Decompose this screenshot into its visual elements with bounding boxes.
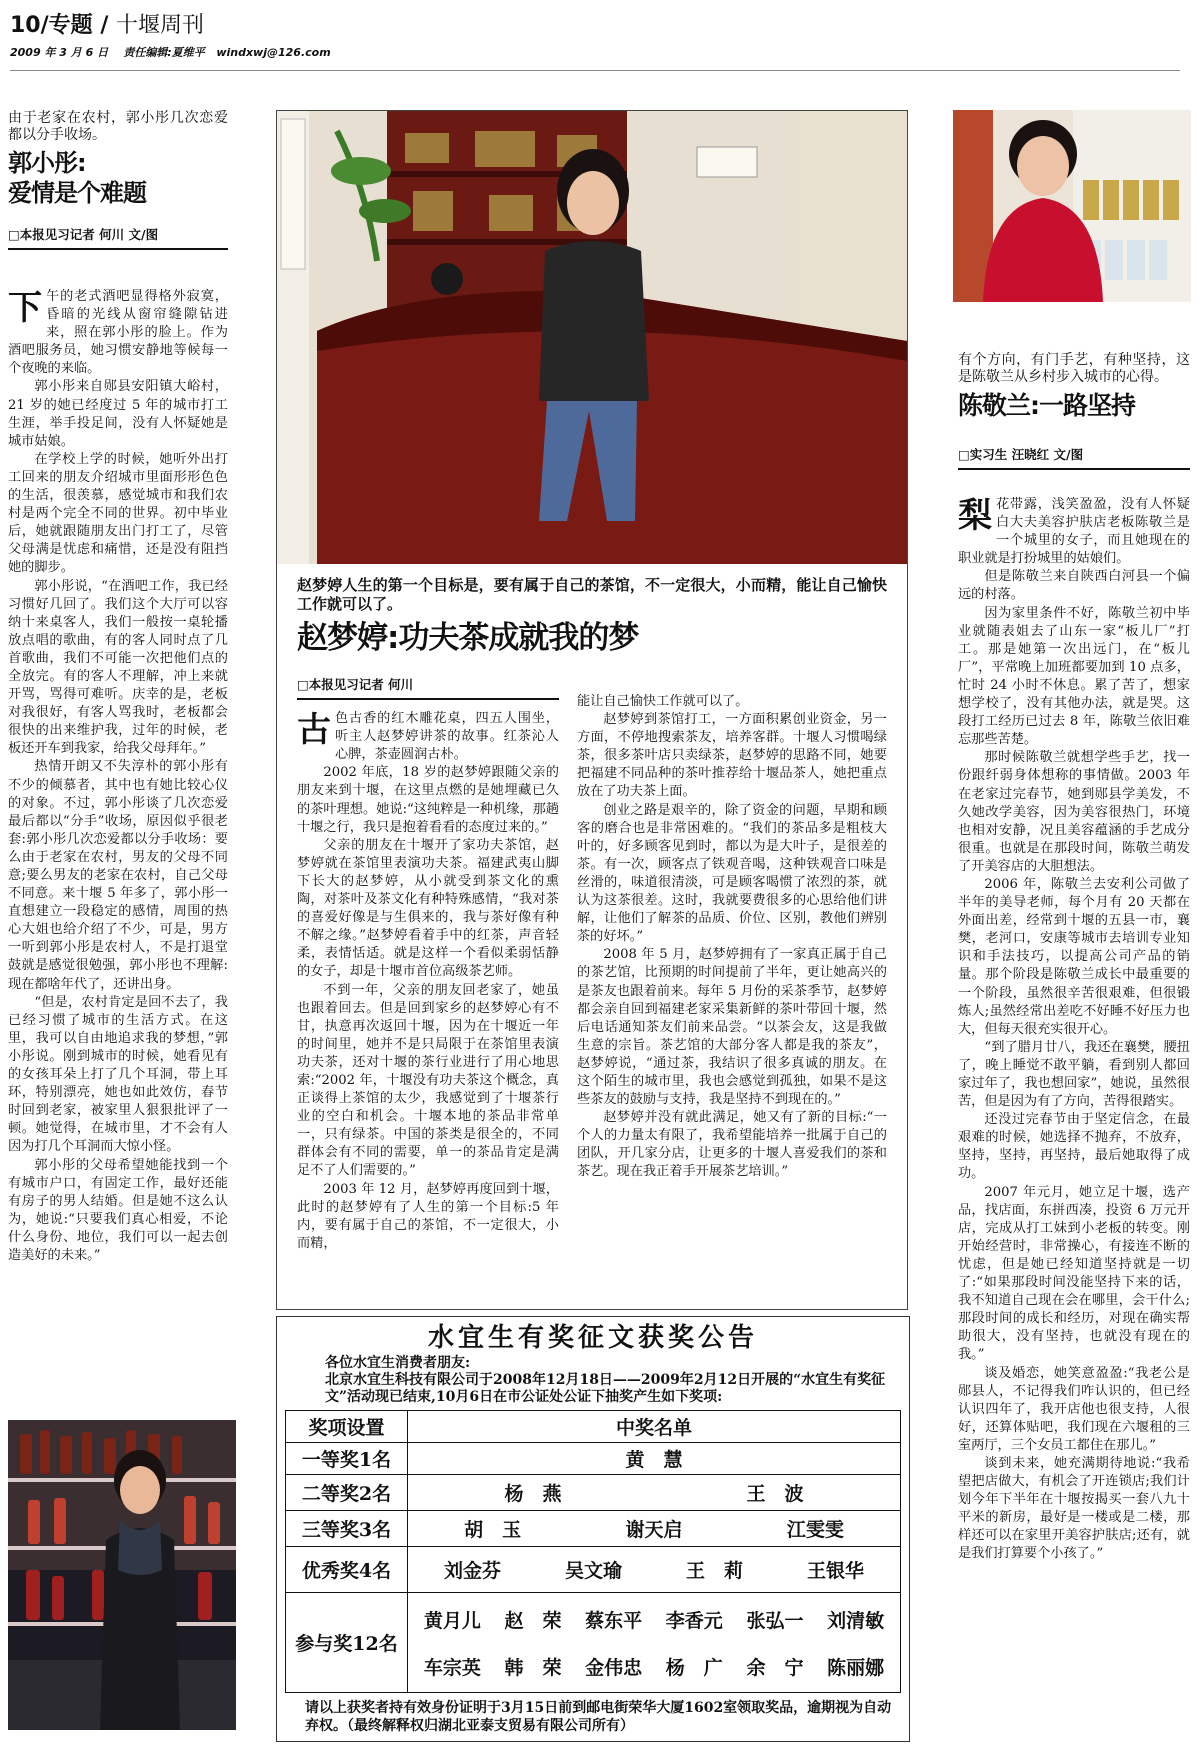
paragraph: 创业之路是艰辛的，除了资金的问题，早期和顾客的磨合也是非常困难的。“我们的茶品多是粗枝大叶的，好多顾客见到时，都以为是大叶子，是很差的茶。有一次，顾客点了铁观音喝，这种铁观音口味是丝滑的，味道很清淡，可是顾客喝惯了浓烈的茶，就认为这茶很差。这时，我就要费很多的心思给他们讲解，让他们了解茶的品质、价位、区别，教他们辨别茶的好坏。” xyxy=(577,802,887,945)
winner-name: 张弘一 xyxy=(746,1609,804,1632)
winner-name: 杨 燕 xyxy=(504,1483,562,1505)
paragraph: 不到一年，父亲的朋友回老家了，她虽也跟着回去。但是回到家乡的赵梦婷心有不甘，执意再次返回十堰，因为在十堰近一年的时间里，她并不是只局限于在茶馆里表演功夫茶，还对十堰的茶行业进行了用心地思索:“2002 年，十堰没有功夫茶这个概念，真正谈得上茶馆的太少，我感觉到了十堰茶行业的空白和机会。十堰本地的茶品非常单一，只有绿茶。中国的茶类是很全的，不同群体会有不同的需要，单一的茶品肯定是满足不了人们需要的。” xyxy=(297,982,559,1179)
teahouse-woman-photo xyxy=(277,111,907,564)
section-name: 专题 xyxy=(48,13,93,38)
bar-waitress-photo xyxy=(8,1420,236,1730)
paragraph: 2003 年 12 月，赵梦婷再度回到十堰，此时的赵梦婷有了人生的第一个目标:5 年内，要有属于自己的茶馆，不一定很大，小而精， xyxy=(297,1181,559,1251)
paragraph: 2008 年 5 月，赵梦婷拥有了一家真正属于自己的茶艺馆，比预期的时间提前了半年，更让她高兴的是茶友也跟着前来。每年 5 月份的采茶季节，赵梦婷都会亲自回到福建老家采集新鲜的茶叶带回十堰，然后电话通知茶友们前来品尝。“以茶会友，这是我做生意的宗旨。茶艺馆的大部分客人都是我的茶友”，赵梦婷说，“通过茶，我结识了很多真诚的朋友。在这个陌生的城市里，我也会感觉到孤独，如果不是这些茶友的鼓励与支持，我是坚持不到现在的。” xyxy=(577,947,887,1108)
right-story-deck: 有个方向，有门手艺，有种坚持，这是陈敬兰从乡村步入城市的心得。 xyxy=(958,352,1190,385)
center-story-column-2 xyxy=(577,693,887,1305)
winner-name: 黄 慧 xyxy=(625,1449,683,1471)
center-story xyxy=(276,110,908,1310)
issue-date: 2009 年 3 月 6 日 xyxy=(10,46,109,59)
paragraph: 郭小彤说，“在酒吧工作，我已经习惯好几回了。我们这个大厅可以容纳十来桌客人，我们一般按一桌轮播放点唱的歌曲，有的客人同时点了几首歌曲，我们不可能一次把他们点的全放完。有的客人不理解，冲上来就开骂，骂得可难听。庆幸的是，老板对我很好，有客人骂我时，老板都会很快的出来维护我，过年的时候，老板还开车到我家，给我父母拜年。” xyxy=(8,578,228,757)
table-header-cell: 奖项设置 xyxy=(286,1411,408,1443)
paragraph: 热情开朗又不失淳朴的郭小彤有不少的倾慕者，其中也有她比较心仪的对象。不过，郭小彤谈了几次恋爱最后都以“分手”收场，原因似乎很老套:郭小彤几次恋爱都以分手收场：要么由于老家在农村，男友的父母不同意;要么男友的老家在农村，自己父母不同意。来十堰 5 年多了，郭小彤一直想建立一段稳定的感情，周围的热心大姐也给介绍了不少，可是，男方一听到郭小彤是农村人，不是打退堂鼓就是感觉很勉强，郭小彤也不理解:现在都啥年代了，还讲出身。 xyxy=(8,759,228,992)
table-header-row xyxy=(286,1411,901,1443)
winner-name: 蔡东平 xyxy=(585,1609,643,1632)
drop-cap: 梨 xyxy=(958,496,992,536)
notice-intro: 北京水宜生科技有限公司于2008年12月18日——2009年2月12日开展的“水宜生有奖征文”活动现已结束,10月6日在市公证处公证下抽奖产生如下奖项: xyxy=(325,1372,886,1405)
publication-name: 十堰周刊 xyxy=(116,13,205,38)
paragraph: 但是陈敬兰来自陕西白河县一个偏远的村落。 xyxy=(958,569,1190,603)
winner-name: 吴文瑜 xyxy=(564,1560,622,1582)
issue-info xyxy=(10,44,331,60)
drop-cap: 下 xyxy=(8,288,42,328)
paragraph: 能让自己愉快工作就可以了。 xyxy=(577,694,749,709)
prize-tier-label: 优秀奖4名 xyxy=(286,1547,408,1593)
winner-name: 黄月儿 xyxy=(423,1609,481,1632)
winner-name: 胡 玉 xyxy=(464,1519,522,1541)
left-story-body xyxy=(8,288,228,1428)
paragraph: 那时候陈敬兰就想学些手艺，找一份跟纤弱身体想称的事情做。2003 年在老家过完春节，她到郧县学美发，不久她改学美容，因为美容很热门，环境也相对安静，况且美容蕴涵的手艺成分很重。也就是在那段时间，陈敬兰萌发了开美容店的大胆想法。 xyxy=(958,750,1190,874)
page-header: 10/专题 / 十堰周刊 xyxy=(10,13,205,38)
paragraph: 父亲的朋友在十堰开了家功夫茶馆，赵梦婷就在茶馆里表演功夫茶。福建武夷山脚下长大的赵梦婷，从小就受到茶文化的熏陶，对茶叶及茶文化有种特殊感情，“我对茶的喜爱好像是与生俱来的，我与茶好像有种不解之缘。”赵梦婷看着手中的红茶，声音轻柔，表情恬适。就是这样一个看似柔弱恬静的女子，却是十堰市首位高级茶艺师。 xyxy=(297,837,559,980)
center-story-lead: 古色古香的红木雕花桌，四五人围坐，听主人赵梦婷讲茶的故事。红茶沁人心脾，茶壶圆润古朴。 xyxy=(297,710,559,763)
beauty-shop-owner-photo xyxy=(953,110,1191,302)
paragraph: 因为家里条件不好，陈敬兰初中毕业就随表姐去了山东一家“板儿厂”打工。那是她第一次出远门，在“板儿厂”，平常晚上加班都要加到 10 点多，忙时 24 小时不休息。累了苦了，想家想学校了，没有其他办法，就是哭。这段打工经历已过去 8 年，陈敬兰依旧难忘那些苦楚。 xyxy=(958,605,1190,748)
left-story-deck: 由于老家在农村，郭小彤几次恋爱都以分手收场。 xyxy=(8,110,228,143)
table-row xyxy=(286,1475,901,1511)
prize-notice xyxy=(276,1316,910,1742)
paragraph: 郭小彤来自郧县安阳镇大峪村，21 岁的她已经度过 5 年的城市打工生涯，举手投足间，没有人怀疑她是城市姑娘。 xyxy=(8,379,228,449)
prize-tier-label: 二等奖2名 xyxy=(286,1475,408,1511)
page-number: 10/ xyxy=(10,13,49,38)
right-story-lead: 梨花带露，浅笑盈盈，没有人怀疑白大夫美容护肤店老板陈敬兰是一个城里的女子，而且她现在的职业就是打扮城里的姑娘们。 xyxy=(958,496,1190,567)
winner-name: 谢天启 xyxy=(625,1519,683,1541)
notice-title: 水宜生有奖征文获奖公告 xyxy=(427,1323,758,1353)
winner-name: 余 宁 xyxy=(746,1656,804,1679)
center-story-byline: □本报见习记者 何川 xyxy=(297,676,559,700)
paragraph: 还没过完春节由于坚定信念，在最艰难的时候，她选择不抛弃，不放弃，坚持，坚持，再坚持，最后她取得了成功。 xyxy=(958,1112,1190,1182)
winner-name: 江雯雯 xyxy=(786,1519,844,1541)
paragraph: 郭小彤的父母希望她能找到一个有城市户口，有固定工作，最好还能有房子的男人结婚。但是她不这么认为，她说:“只要我们真心相爱，不论什么身份、地位，我们可以一起去创造美好的未来。” xyxy=(8,1157,228,1263)
winner-name: 刘金芬 xyxy=(443,1560,501,1582)
right-story-header xyxy=(958,352,1190,470)
winner-name: 金伟忠 xyxy=(585,1656,643,1679)
winner-name: 王 莉 xyxy=(685,1560,743,1582)
center-story-column-1 xyxy=(297,676,559,1306)
paragraph: 谈及婚恋，她笑意盈盈:“我老公是郧县人，不记得我们咋认识的，但已经认识四年了，我开店他也很支持，人很好，还算体贴吧，我们现在六堰租的三室两厅，三个女员工都住在那儿。” xyxy=(958,1365,1190,1453)
table-row xyxy=(286,1443,901,1475)
paragraph: 在学校上学的时候，她听外出打工回来的朋友介绍城市里面形形色色的生活，很羡慕，感觉城市和我们农村是两个完全不同的世界。初中毕业后，她就跟随朋友出门打工了，尽管父母满是忧虑和痛惜，还是没有阻挡她的脚步。 xyxy=(8,451,228,576)
paragraph: 赵梦婷到茶馆打工，一方面积累创业资金，另一方面，不停地搜索茶友，培养客群。十堰人习惯喝绿茶，很多茶叶店只卖绿茶，赵梦婷的思路不同，她要把福建不同品种的茶叶推荐给十堰品茶人，她把重点放在了功夫茶上面。 xyxy=(577,712,887,800)
right-story-body xyxy=(958,496,1190,1730)
prize-table xyxy=(285,1410,901,1693)
left-story-byline: □本报见习记者 何川 文/图 xyxy=(8,226,228,250)
paragraph: 赵梦婷并没有就此满足，她又有了新的目标:“一个人的力量太有限了，我希望能培养一批属于自己的团队，开几家分店，让更多的十堰人喜爱我们的茶和茶艺。现在我正着手开展茶艺培训。” xyxy=(577,1110,887,1180)
winner-name: 陈丽娜 xyxy=(827,1656,885,1679)
prize-tier-label: 三等奖3名 xyxy=(286,1511,408,1547)
center-story-deck: 赵梦婷人生的第一个目标是，要有属于自己的茶馆，不一定很大，小而精，能让自己愉快工作就可以了。 xyxy=(297,576,887,613)
right-story-headline: 陈敬兰:一路坚持 xyxy=(958,391,1135,420)
left-story-lead: 下午的老式酒吧显得格外寂寞，昏暗的光线从窗帘缝隙钻进来，照在郭小彤的脸上。作为酒吧服务员，她习惯安静地等候每一个夜晚的来临。 xyxy=(8,288,228,377)
masthead xyxy=(10,8,1190,63)
drop-cap: 古 xyxy=(297,710,331,751)
editor-email[interactable]: windxwj@126.com xyxy=(216,46,331,59)
table-row xyxy=(286,1547,901,1593)
paragraph: 2007 年元月，她立足十堰，选产品，找店面，东拼西凑，投资 6 万元开店，完成从打工妹到小老板的转变。刚开始经营时，非常操心，有接连不断的忧虑，但是她已经知道坚持就是一切了:“如果那段时间没能坚持下来的话，我不知道自己现在会在哪里，会干什么;那段时间的成长和经历，对现在确实帮助很大，没有坚持，也就没有现在的我。” xyxy=(958,1184,1190,1363)
paragraph: 谈到未来，她充满期待地说:“我希望把店做大，有机会了开连锁店;我们计划今年下半年在十堰按揭买一套八九十平米的新房，最好是一楼或是二楼，那样还可以在家里开美容护肤店;还有，就是我们打算要个小孩了。” xyxy=(958,1455,1190,1562)
masthead-rule xyxy=(10,70,1180,71)
left-story-header xyxy=(8,110,228,250)
table-row xyxy=(286,1593,901,1693)
paragraph: 2006 年，陈敬兰去安利公司做了半年的美导老师，每个月有 20 天都在外面出差，经常到十堰的五县一市，襄樊，老河口，安康等城市去培训专业知识和手法技巧，以提高公司产品的销量。那个阶段是陈敬兰成长中最重要的一个阶段，虽然很辛苦很艰难，但很锻炼人;虽然经常出差吃不好睡不好压力也大，但每天很充实很开心。 xyxy=(958,876,1190,1037)
notice-salutation: 各位水宜生消费者朋友: xyxy=(325,1355,471,1371)
editor-credit: 责任编辑:夏维平 xyxy=(123,46,205,59)
winner-name: 杨 广 xyxy=(665,1656,723,1679)
center-story-header xyxy=(297,576,887,660)
winner-name: 车宗英 xyxy=(423,1656,481,1679)
winner-name: 李香元 xyxy=(665,1609,723,1632)
notice-footer: 请以上获奖者持有效身份证明于3月15日前到邮电街荣华大厦1602室领取奖品，逾期视为自动弃权。（最终解释权归湖北亚泰支贸易有限公司所有） xyxy=(305,1700,892,1734)
prize-tier-label: 一等奖1名 xyxy=(286,1443,408,1475)
paragraph: “但是，农村肯定是回不去了，我已经习惯了城市的生活方式。在这里，我可以自由地追求我的梦想，”郭小彤说。刚到城市的时候，她看见有的女孩耳朵上打了几个耳洞，带上耳环，特别漂亮，她也如此效仿，春节时回到老家，被家里人狠狠批评了一顿。她觉得，在城市里，才不会有人因为打几个耳洞而大惊小怪。 xyxy=(8,994,228,1155)
winner-name: 王银华 xyxy=(806,1560,864,1582)
paragraph: 2002 年底，18 岁的赵梦婷跟随父亲的朋友来到十堰，在这里点燃的是她埋藏已久的茶叶理想。她说:“这纯粹是一种机缘，那趟十堰之行，我只是抱着看看的态度过来的。” xyxy=(297,765,559,835)
table-row xyxy=(286,1511,901,1547)
right-story-byline: □实习生 汪晓红 文/图 xyxy=(958,446,1190,470)
table-header-cell: 中奖名单 xyxy=(408,1411,901,1443)
prize-tier-label: 参与奖12名 xyxy=(286,1593,408,1693)
paragraph: “到了腊月廿八，我还在襄樊，腰扭了，晚上睡觉不敢平躺，看到别人都回家过年了，我也想回家”，她说，虽然很苦，但是因为有了方向，苦得很踏实。 xyxy=(958,1039,1190,1110)
winner-name: 王 波 xyxy=(746,1483,804,1505)
center-story-headline: 赵梦婷:功夫茶成就我的梦 xyxy=(297,620,639,656)
winner-name: 赵 荣 xyxy=(504,1609,562,1632)
left-story-headline: 郭小彤: 爱情是个难题 xyxy=(8,149,146,207)
winner-name: 韩 荣 xyxy=(504,1656,562,1679)
winner-name: 刘清敏 xyxy=(827,1609,885,1632)
